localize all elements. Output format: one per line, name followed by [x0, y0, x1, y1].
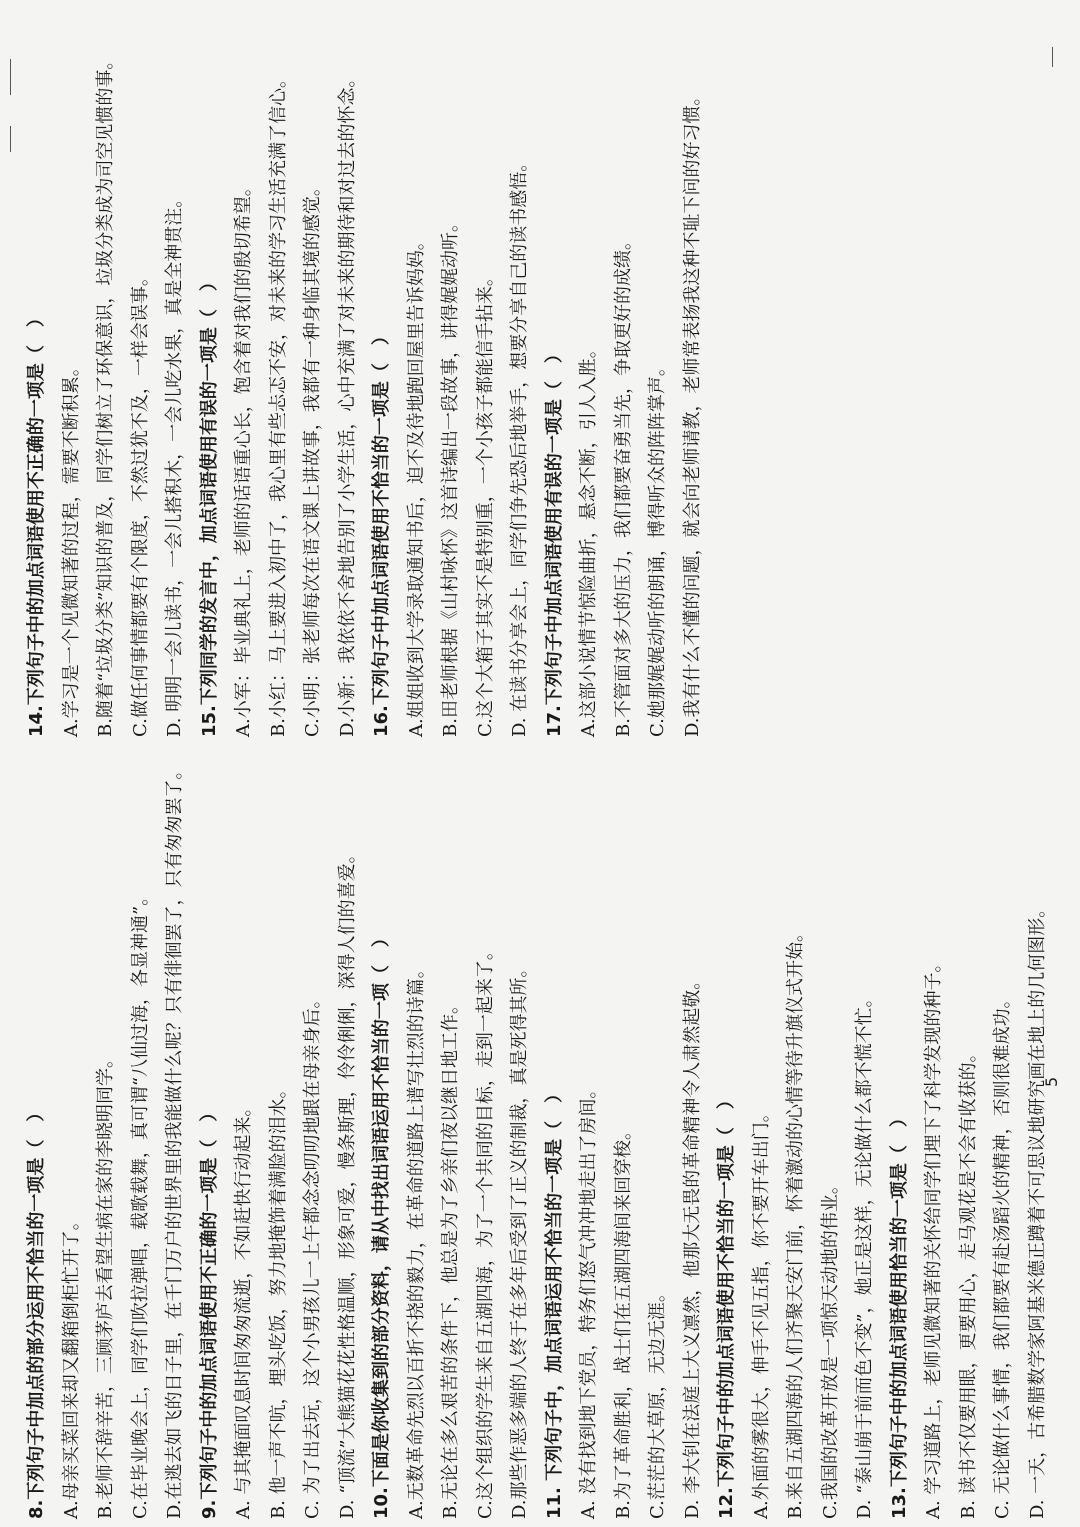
right-question-5: 15.下列同学的发言中，加点词语使用有误的一项是（ ）: [198, 273, 220, 737]
left-option-13: C.这个组织的学生来自五湖四海，为了一个共同的目标，走到一起来了。: [474, 942, 496, 1519]
right-option-7: B.小红：马上要进入初中了，我心里有些忐忑不安，对未来的学习生活充满了信心。: [267, 70, 289, 737]
right-option-11: A.姐姐收到大学录取通知书后，迫不及待地跑回屋里告诉妈妈。: [405, 232, 427, 737]
left-option-14: D.那些作恶多端的人终于在多年后受到了正义的制裁，真是死得其所。: [509, 959, 530, 1519]
right-column: [20, 7, 710, 737]
left-column: [20, 761, 1055, 1519]
left-option-28: C. 无论做什么事情，我们都要有赴汤蹈火的精神，否则很难成功。: [992, 990, 1013, 1519]
left-option-24: D. “泰山崩于前而色不变”，她正是这样，无论做什么都不慌不忙。: [854, 989, 875, 1519]
left-option-19: D. 李大钊在法庭上大义凛然，他那大无畏的革命精神令人肃然起敬。: [681, 971, 703, 1519]
left-option-26: A. 学习道路上，老师见微知著的关怀给同学们埋下了科学发现的种子。: [923, 954, 944, 1519]
left-option-9: D. “顶流”大熊猫花花性格温顺，形象可爱，慢条斯理，伶伶俐俐，深得人们的喜爱。: [336, 845, 358, 1519]
right-option-8: C.小明：张老师每次在语文课上讲故事，我都有一种身临其境的感觉。: [302, 178, 323, 737]
right-question-0: 14.下列句子中的加点词语使用不正确的一项是（ ）: [26, 309, 47, 737]
page-number: 5: [1042, 1076, 1061, 1087]
left-option-16: A. 没有找到地下党员，特务们怒气冲冲地走出了房间。: [578, 1080, 599, 1519]
left-option-6: A. 与其掩面叹息时间匆匆流逝，不如赶快行动起来。: [233, 1098, 254, 1519]
left-question-15: 11. 下列句子中，加点词语运用不恰当的一项是（ ）: [543, 1084, 565, 1519]
left-option-3: C.在毕业晚会上，同学们吹拉弹唱，载歌载舞，真可谓“八仙过海，各显神通”。: [129, 887, 151, 1519]
left-option-4: D.在逃去如飞的日子里，在千门万户的世界里的我能做什么呢？只有徘徊罢了，只有匆匆罢了。: [164, 761, 185, 1519]
right-option-3: C.做任何事情都要有个限度，不然过犹不及，一样会误事。: [129, 268, 151, 737]
right-option-1: A.学习是一个见微知著的过程，需要不断积累。: [60, 358, 82, 737]
right-option-2: B.随着“垃圾分类”知识的普及，同学们树立了环保意识，垃圾分类成为司空见惯的事。: [95, 51, 116, 737]
right-question-10: 16.下列句子中加点词语使用不恰当的一项是（ ）: [371, 327, 392, 737]
right-option-19: D.我有什么不懂的问题，就会向老师请教，老师常表扬我这种不耻下问的好习惯。: [681, 87, 703, 737]
left-option-11: A.无数革命先烈以百折不挠的毅力，在革命的道路上谱写壮烈的诗篇。: [405, 960, 427, 1519]
margin-tick: [1052, 47, 1053, 67]
right-option-14: D. 在读书分享会上，同学们争先恐后地举手，想要分享自己的读书感悟。: [509, 153, 530, 737]
right-option-18: C.她那娓娓动听的朗诵，博得听众的阵阵掌声。: [647, 358, 668, 737]
right-option-6: A.小军：毕业典礼上，老师的话语重心长，饱含着对我们的殷切希望。: [233, 178, 254, 737]
margin-tick: [10, 59, 11, 95]
left-question-25: 13.下列句子中的加点词语使用恰当的一项是（ ）: [888, 1109, 910, 1519]
left-option-22: B.来自五湖四海的人们齐聚天安门前，怀着激动的心情等待升旗仪式开始。: [785, 924, 806, 1519]
right-option-12: B.田老师根据《山村咏怀》这首诗编出一段故事，讲得娓娓动听。: [440, 214, 461, 737]
left-question-20: 12.下列句子中的加点词语使用不恰当的一项是（ ）: [716, 1091, 737, 1519]
left-option-8: C. 为了出去玩，这个小男孩儿一上午都念念叨叨地跟在母亲身后。: [302, 990, 323, 1519]
left-option-21: A.外面的雾很大，伸手不见五指，你不要开车出门。: [750, 1104, 772, 1519]
left-question-10: 10.下面是你收集到的部分资料，请从中找出词语运用不恰当的一项（ ）: [371, 929, 392, 1519]
right-option-13: C.这个大箱子其实不是特别重，一个小孩子都能信手拈来。: [474, 268, 496, 737]
left-option-18: C.茫茫的大草原，无边无涯。: [647, 1284, 668, 1519]
left-option-2: B.老师不辞辛苦，三顾茅庐去看望生病在家的李晓明同学。: [95, 1050, 116, 1519]
left-option-29: D. 一天，古希腊数学家阿基米德正蹲着不可思议地研究画在地上的几何图形。: [1026, 899, 1048, 1519]
right-option-9: D.小新：我依依不舍地告别了小学生活，心中充满了对未来的期待和对过去的怀念。: [336, 69, 358, 737]
left-question-0: 8.下列句子中加点的部分运用不恰当的一项是（ ）: [26, 1103, 47, 1519]
left-option-12: B.无论在多么艰苦的条件下，他总是为了乡亲们夜以继日地工作。: [440, 996, 461, 1519]
right-question-15: 17.下列句子中加点词语使用有误的一项是（ ）: [543, 345, 565, 737]
margin-tick: [10, 126, 11, 152]
left-question-5: 9.下列句子中的加点词语使用不正确的一项是（ ）: [198, 1103, 220, 1519]
left-option-27: B. 读书不仅要用眼，更要用心，走马观花是不会有收获的。: [957, 1044, 979, 1519]
left-option-17: B.为了革命胜利，战士们在五湖四海间来回穿梭。: [612, 1122, 634, 1519]
right-option-4: D. 明明一会儿读书，一会儿搭积木，一会儿吃水果，真是全神贯注。: [164, 189, 185, 737]
left-option-1: A.母亲买菜回来却又翻箱倒柜忙开了。: [60, 1212, 82, 1519]
right-option-16: A.这部小说情节惊险曲折，悬念不断，引人入胜。: [578, 340, 599, 737]
right-option-17: B.不管面对多大的压力，我们都要奋勇当先，争取更好的成绩。: [612, 232, 634, 737]
left-option-23: C.我国的改革开放是一项惊天动地的伟业。: [819, 1176, 841, 1519]
left-option-7: B. 他一声不吭，埋头吃饭，努力地掩饰着满脸的泪水。: [267, 1080, 289, 1519]
